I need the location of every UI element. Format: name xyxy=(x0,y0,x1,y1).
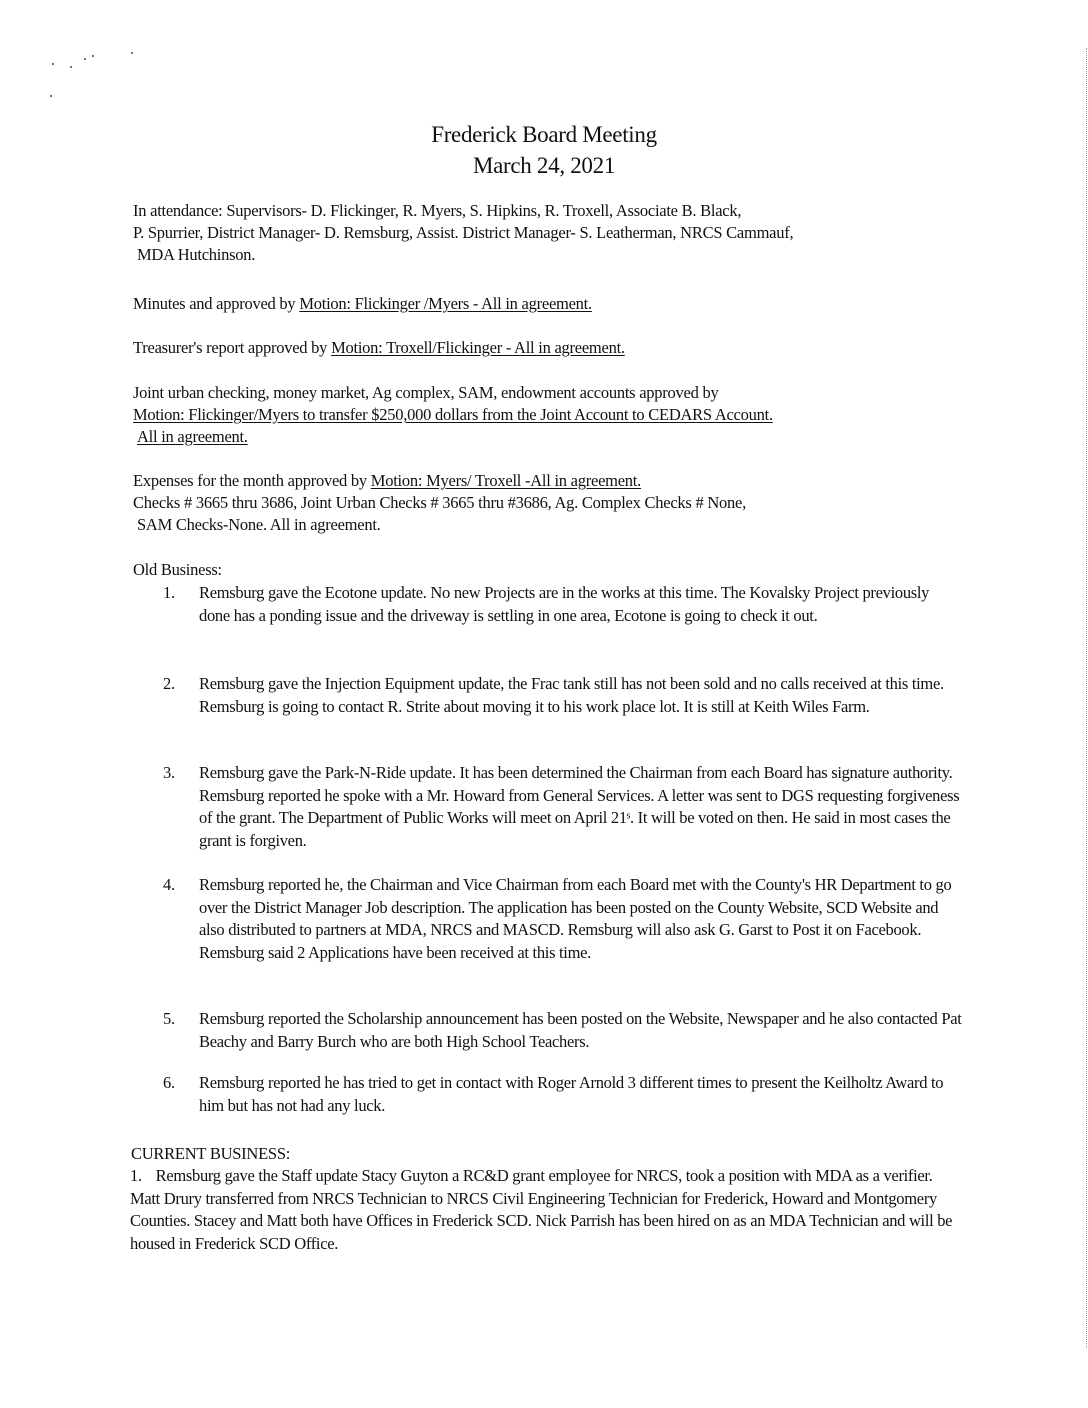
minutes-prefix: Minutes and approved by xyxy=(133,294,300,313)
item-number: 5. xyxy=(163,1009,175,1028)
old-business-item xyxy=(163,1072,963,1117)
minutes-approval xyxy=(133,293,933,315)
accounts-motion-result: All in agreement. xyxy=(137,427,248,446)
minutes-motion: Motion: Flickinger /Myers - All in agreement. xyxy=(299,294,592,313)
checks-line: Checks # 3665 thru 3686, Joint Urban Checks # 3665 thru #3686, Ag. Complex Checks # None, xyxy=(133,493,746,512)
scan-speck xyxy=(70,66,72,68)
sam-checks-line: SAM Checks-None. All in agreement. xyxy=(137,515,381,534)
item-number: 1. xyxy=(130,1166,142,1185)
old-business-item xyxy=(163,582,963,627)
attendance-line: MDA Hutchinson. xyxy=(137,245,256,264)
accounts-motion: Motion: Flickinger/Myers to transfer $250,000 dollars from the Joint Account to CEDARS Account. xyxy=(133,405,773,424)
item-number: 4. xyxy=(163,875,175,894)
current-business-heading: CURRENT BUSINESS: xyxy=(131,1144,291,1163)
treasurer-prefix: Treasurer's report approved by xyxy=(133,338,332,357)
old-business-item xyxy=(163,874,963,964)
attendance-section xyxy=(133,200,933,266)
item-text: Remsburg gave the Injection Equipment update, the Frac tank still has not been sold and no calls received at this time. Remsburg is going to contact R. Strite about moving it to his work place lot. It is still at Keith Wiles Farm. xyxy=(199,674,944,716)
item-text: Remsburg reported the Scholarship announcement has been posted on the Website, Newspaper and he also contacted Pat Beachy and Barry Burch who are both High School Teachers. xyxy=(199,1009,962,1051)
expenses-approval xyxy=(133,470,933,536)
scan-speck xyxy=(84,58,86,60)
item-number: 1. xyxy=(163,583,175,602)
attendance-line: P. Spurrier, District Manager- D. Remsburg, Assist. District Manager- S. Leatherman, NRCS Cammauf, xyxy=(133,223,794,242)
treasurer-motion: Motion: Troxell/Flickinger - All in agreement. xyxy=(331,338,625,357)
item-number: 6. xyxy=(163,1073,175,1092)
old-business-heading: Old Business: xyxy=(133,560,222,579)
accounts-line: Joint urban checking, money market, Ag complex, SAM, endowment accounts approved by xyxy=(133,383,719,402)
item-text: Remsburg gave the Staff update Stacy Guyton a RC&D grant employee for NRCS, took a position with MDA as a verifier. Matt Drury transferred from NRCS Technician to NRCS Civil Engineering Technician for Frederick, Howard and Montgomery Counties. Stacey and Matt both have Offices in Frederick SCD. Nick Parrish has been hired on as an MDA Technician and will be housed in Frederick SCD Office. xyxy=(130,1166,953,1253)
old-business-item xyxy=(163,673,963,718)
attendance-line: In attendance: Supervisors- D. Flickinger, R. Myers, S. Hipkins, R. Troxell, Associate B. Black, xyxy=(133,201,742,220)
scan-speck xyxy=(131,52,133,54)
item-text: Remsburg reported he, the Chairman and Vice Chairman from each Board met with the County's HR Department to go over the District Manager Job description. The application has been posted on the County Website, SCD Website and also distributed to partners at MDA, NRCS and MASCD. Remsburg will also ask G. Garst to Post it on Facebook. Remsburg said 2 Applications have been received at this time. xyxy=(199,875,952,962)
document-title: Frederick Board Meeting xyxy=(431,122,657,147)
treasurer-approval xyxy=(133,337,933,359)
scan-speck xyxy=(50,95,52,97)
item-number: 3. xyxy=(163,763,175,782)
current-business-item xyxy=(130,1165,960,1255)
accounts-approval xyxy=(133,382,933,448)
old-business-item xyxy=(163,1008,963,1053)
item-number: 2. xyxy=(163,674,175,693)
scan-speck xyxy=(52,63,54,65)
expenses-motion: Motion: Myers/ Troxell -All in agreement. xyxy=(370,471,642,490)
old-business-item xyxy=(163,762,963,852)
item-text: Remsburg gave the Ecotone update. No new Projects are in the works at this time. The Kovalsky Project previously done has a ponding issue and the driveway is settling in one area, Ecotone is going to check it out. xyxy=(199,583,930,625)
expenses-prefix: Expenses for the month approved by xyxy=(133,471,371,490)
item-text: Remsburg gave the Park-N-Ride update. It has been determined the Chairman from each Board has signature authority. Remsburg reported he spoke with a Mr. Howard from General Services. A letter was sent to DGS requesting forgiveness of the grant. The Department of Public Works will meet on April 21ˢ. It will be voted on then. He said in most cases the grant is forgiven. xyxy=(199,763,960,850)
scan-speck xyxy=(92,55,94,57)
meeting-date: March 24, 2021 xyxy=(472,153,616,178)
item-text: Remsburg reported he has tried to get in contact with Roger Arnold 3 different times to present the Keilholtz Award to him but has not had any luck. xyxy=(199,1073,944,1115)
